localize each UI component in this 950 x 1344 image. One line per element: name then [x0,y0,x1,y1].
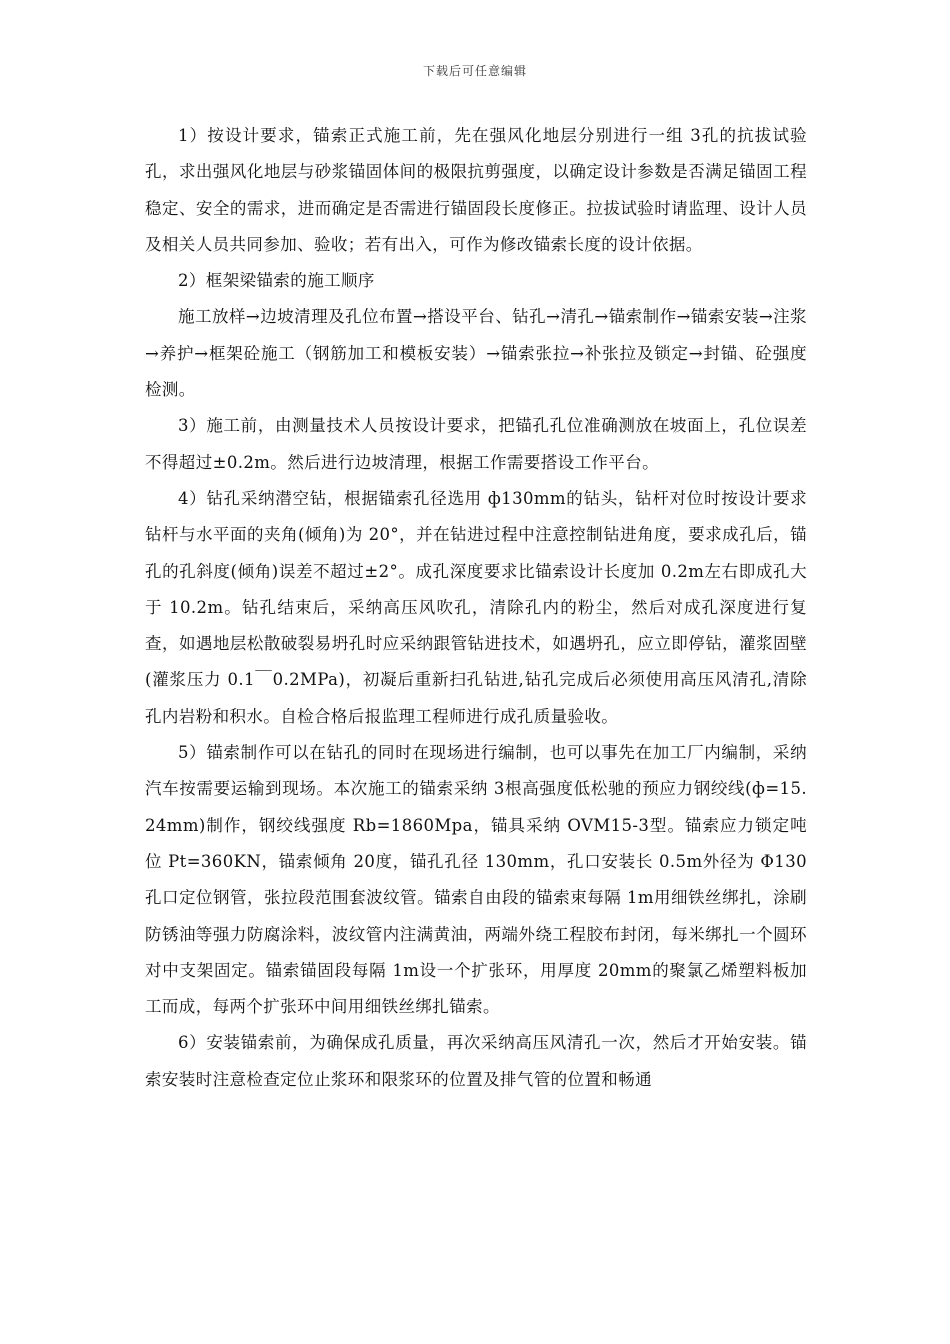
document-body [145,118,807,1098]
paragraph-drilling: 4）钻孔采纳潜空钻，根据锚索孔径选用 ф130mm的钻头，钻杆对位时按设计要求钻杆与水平面的夹角(倾角)为 20°，并在钻进过程中注意控制钻进角度，要求成孔后，锚孔的孔斜度(倾角)误差不超过±2°。成孔深度要求比锚索设计长度加 0.2m左右即成孔大于 10.2m。钻孔结束后，采纳高压风吹孔，清除孔内的粉尘，然后对成孔深度进行复查，如遇地层松散破裂易坍孔时应采纳跟管钻进技术，如遇坍孔，应立即停钻，灌浆固壁(灌浆压力 0.1￣0.2MPa)，初凝后重新扫孔钻进,钻孔完成后必须使用高压风清孔,清除孔内岩粉和积水。自检合格后报监理工程师进行成孔质量验收。 [145,488,807,726]
page-header: 下载后可任意编辑 [422,64,527,78]
paragraph-anchor-fabrication: 5）锚索制作可以在钻孔的同时在现场进行编制，也可以事先在加工厂内编制，采纳汽车按需要运输到现场。本次施工的锚索采纳 3根高强度低松驰的预应力钢绞线(ф=15.24mm)制作，钢绞线强度 Rb=1860Mpa，锚具采纳 OVM15-3型。锚索应力锁定吨位 Pt=360KN，锚索倾角 20度，锚孔孔径 130mm，孔口安装长 0.5m外径为 Φ130孔口定位钢管，张拉段范围套波纹管。锚索自由段的锚索束每隔 1m用细铁丝绑扎，涂刷防锈油等强力防腐涂料，波纹管内注满黄油，两端外绕工程胶布封闭，每米绑扎一个圆环对中支架固定。锚索锚固段每隔 1m设一个扩张环，用厚度 20mm的聚氯乙烯塑料板加工而成，每两个扩张环中间用细铁丝绑扎锚索。 [145,743,807,1017]
paragraph-construction-sequence-title: 2）框架梁锚索的施工顺序 [178,271,375,291]
paragraph-anchor-test: 1）按设计要求，锚索正式施工前，先在强风化地层分别进行一组 3孔的抗拔试验孔，求出强风化地层与砂浆锚固体间的极限抗剪强度，以确定设计参数是否满足锚固工程稳定、安全的需求，进而确定是否需进行锚固段长度修正。拉拔试验时请监理、设计人员及相关人员共同参加、验收；若有出入，可作为修改锚索长度的设计依据。 [145,126,807,254]
paragraph-construction-sequence: 施工放样→边坡清理及孔位布置→搭设平台、钻孔→清孔→锚索制作→锚索安装→注浆→养护→框架砼施工（钢筋加工和模板安装）→锚索张拉→补张拉及锁定→封锚、砼强度检测。 [145,307,807,400]
paragraph-surveying: 3）施工前，由测量技术人员按设计要求，把锚孔孔位准确测放在坡面上，孔位误差不得超过±0.2m。然后进行边坡清理，根据工作需要搭设工作平台。 [145,416,807,472]
paragraph-anchor-installation: 6）安装锚索前，为确保成孔质量，再次采纳高压风清孔一次，然后才开始安装。锚索安装时注意检查定位止浆环和限浆环的位置及排气管的位置和畅通 [145,1033,807,1089]
